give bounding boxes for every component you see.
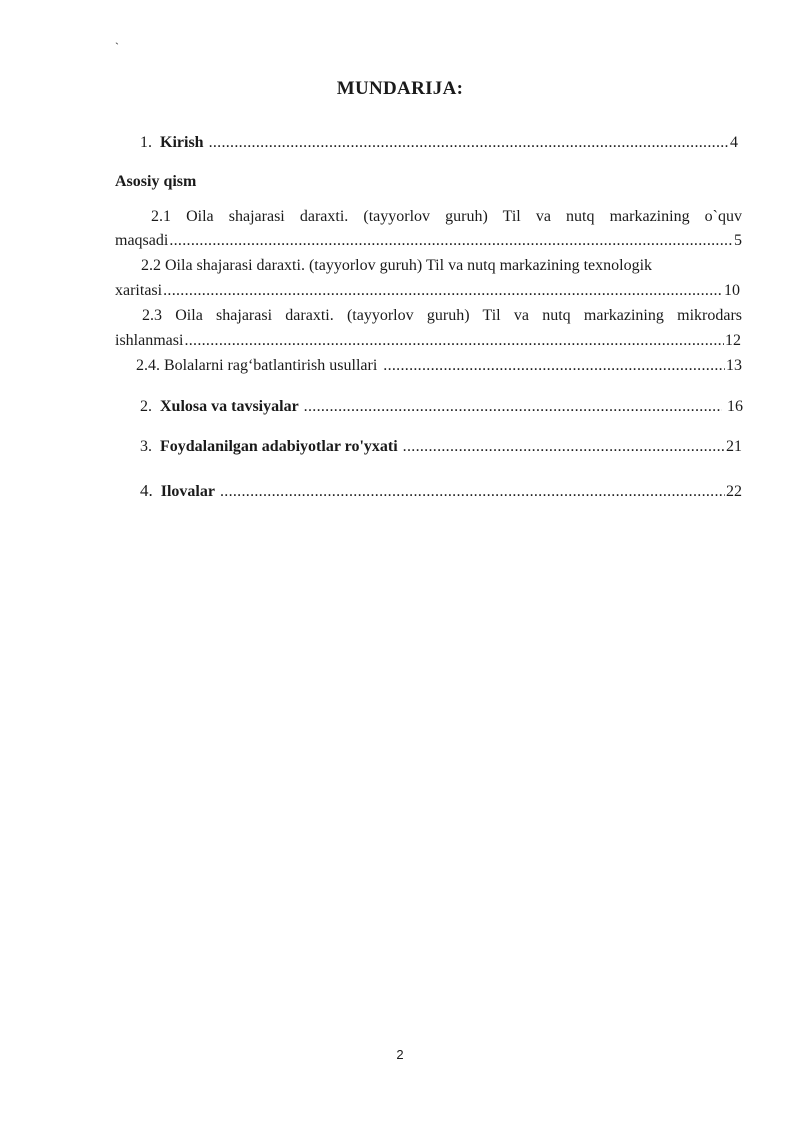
dot-leader	[220, 483, 725, 501]
dot-leader	[163, 282, 723, 300]
toc-number: 2.4.	[136, 357, 160, 374]
toc-label: maqsadi	[115, 232, 169, 249]
page-title: MUNDARIJA:	[336, 78, 464, 99]
toc-page-number: 10	[724, 282, 740, 299]
toc-page-number: 13	[726, 357, 742, 374]
toc-entry-2-1-line2[interactable]	[115, 232, 742, 250]
toc-number: 2.	[140, 398, 152, 415]
toc-label: ishlanmasi	[115, 332, 184, 349]
toc-page-number: 21	[726, 438, 742, 455]
toc-label: 2.1 Oila shajarasi daraxti. (tayyorlov guruh) Til va nutq markazining o`quv	[151, 208, 742, 225]
toc-page-number: 4	[730, 134, 738, 151]
toc-entry-kirish[interactable]	[140, 134, 738, 152]
dot-leader	[304, 398, 722, 416]
section-heading: Asosiy qism	[115, 173, 197, 190]
toc-entry-2-3-line1[interactable]	[142, 307, 742, 325]
dot-leader	[403, 438, 725, 456]
dot-leader	[383, 357, 725, 375]
toc-number: 4.	[140, 481, 153, 500]
toc-page-number: 16	[727, 398, 743, 415]
toc-number: 3.	[140, 438, 152, 455]
toc-label: Xulosa va tavsiyalar	[160, 398, 299, 415]
toc-entry-2-1-line1[interactable]	[151, 208, 742, 226]
toc-label: 2.3 Oila shajarasi daraxti. (tayyorlov guruh) Til va nutq markazining mikrodars	[142, 307, 742, 324]
toc-page-number: 5	[734, 232, 742, 249]
toc-entry-ilovalar[interactable]	[140, 481, 742, 501]
toc-page-number: 12	[725, 332, 741, 349]
toc-label: 2.2 Oila shajarasi daraxti. (tayyorlov guruh) Til va nutq markazining texnologik	[141, 257, 653, 274]
toc-entry-xulosa[interactable]	[140, 398, 743, 416]
dot-leader	[209, 134, 729, 152]
toc-page-number: 22	[726, 483, 742, 500]
toc-entry-adabiyotlar[interactable]	[140, 438, 742, 456]
dot-leader	[184, 332, 724, 350]
toc-label: Ilovalar	[160, 483, 215, 500]
toc-entry-2-2-line2[interactable]	[115, 282, 740, 300]
toc-entry-2-3-line2[interactable]	[115, 332, 741, 350]
toc-label: xaritasi	[115, 282, 163, 299]
toc-number: 1.	[140, 134, 152, 151]
toc-entry-2-4[interactable]	[136, 357, 742, 375]
dot-leader	[169, 232, 733, 250]
toc-entry-2-2-line1[interactable]	[141, 257, 743, 275]
page-number: 2	[396, 1047, 404, 1062]
toc-label: Bolalarni rag‘batlantirish usullari	[164, 357, 378, 374]
toc-label: Foydalanilgan adabiyotlar ro'yxati	[160, 438, 398, 455]
toc-label: Kirish	[160, 134, 204, 151]
corner-mark: `	[115, 40, 119, 54]
